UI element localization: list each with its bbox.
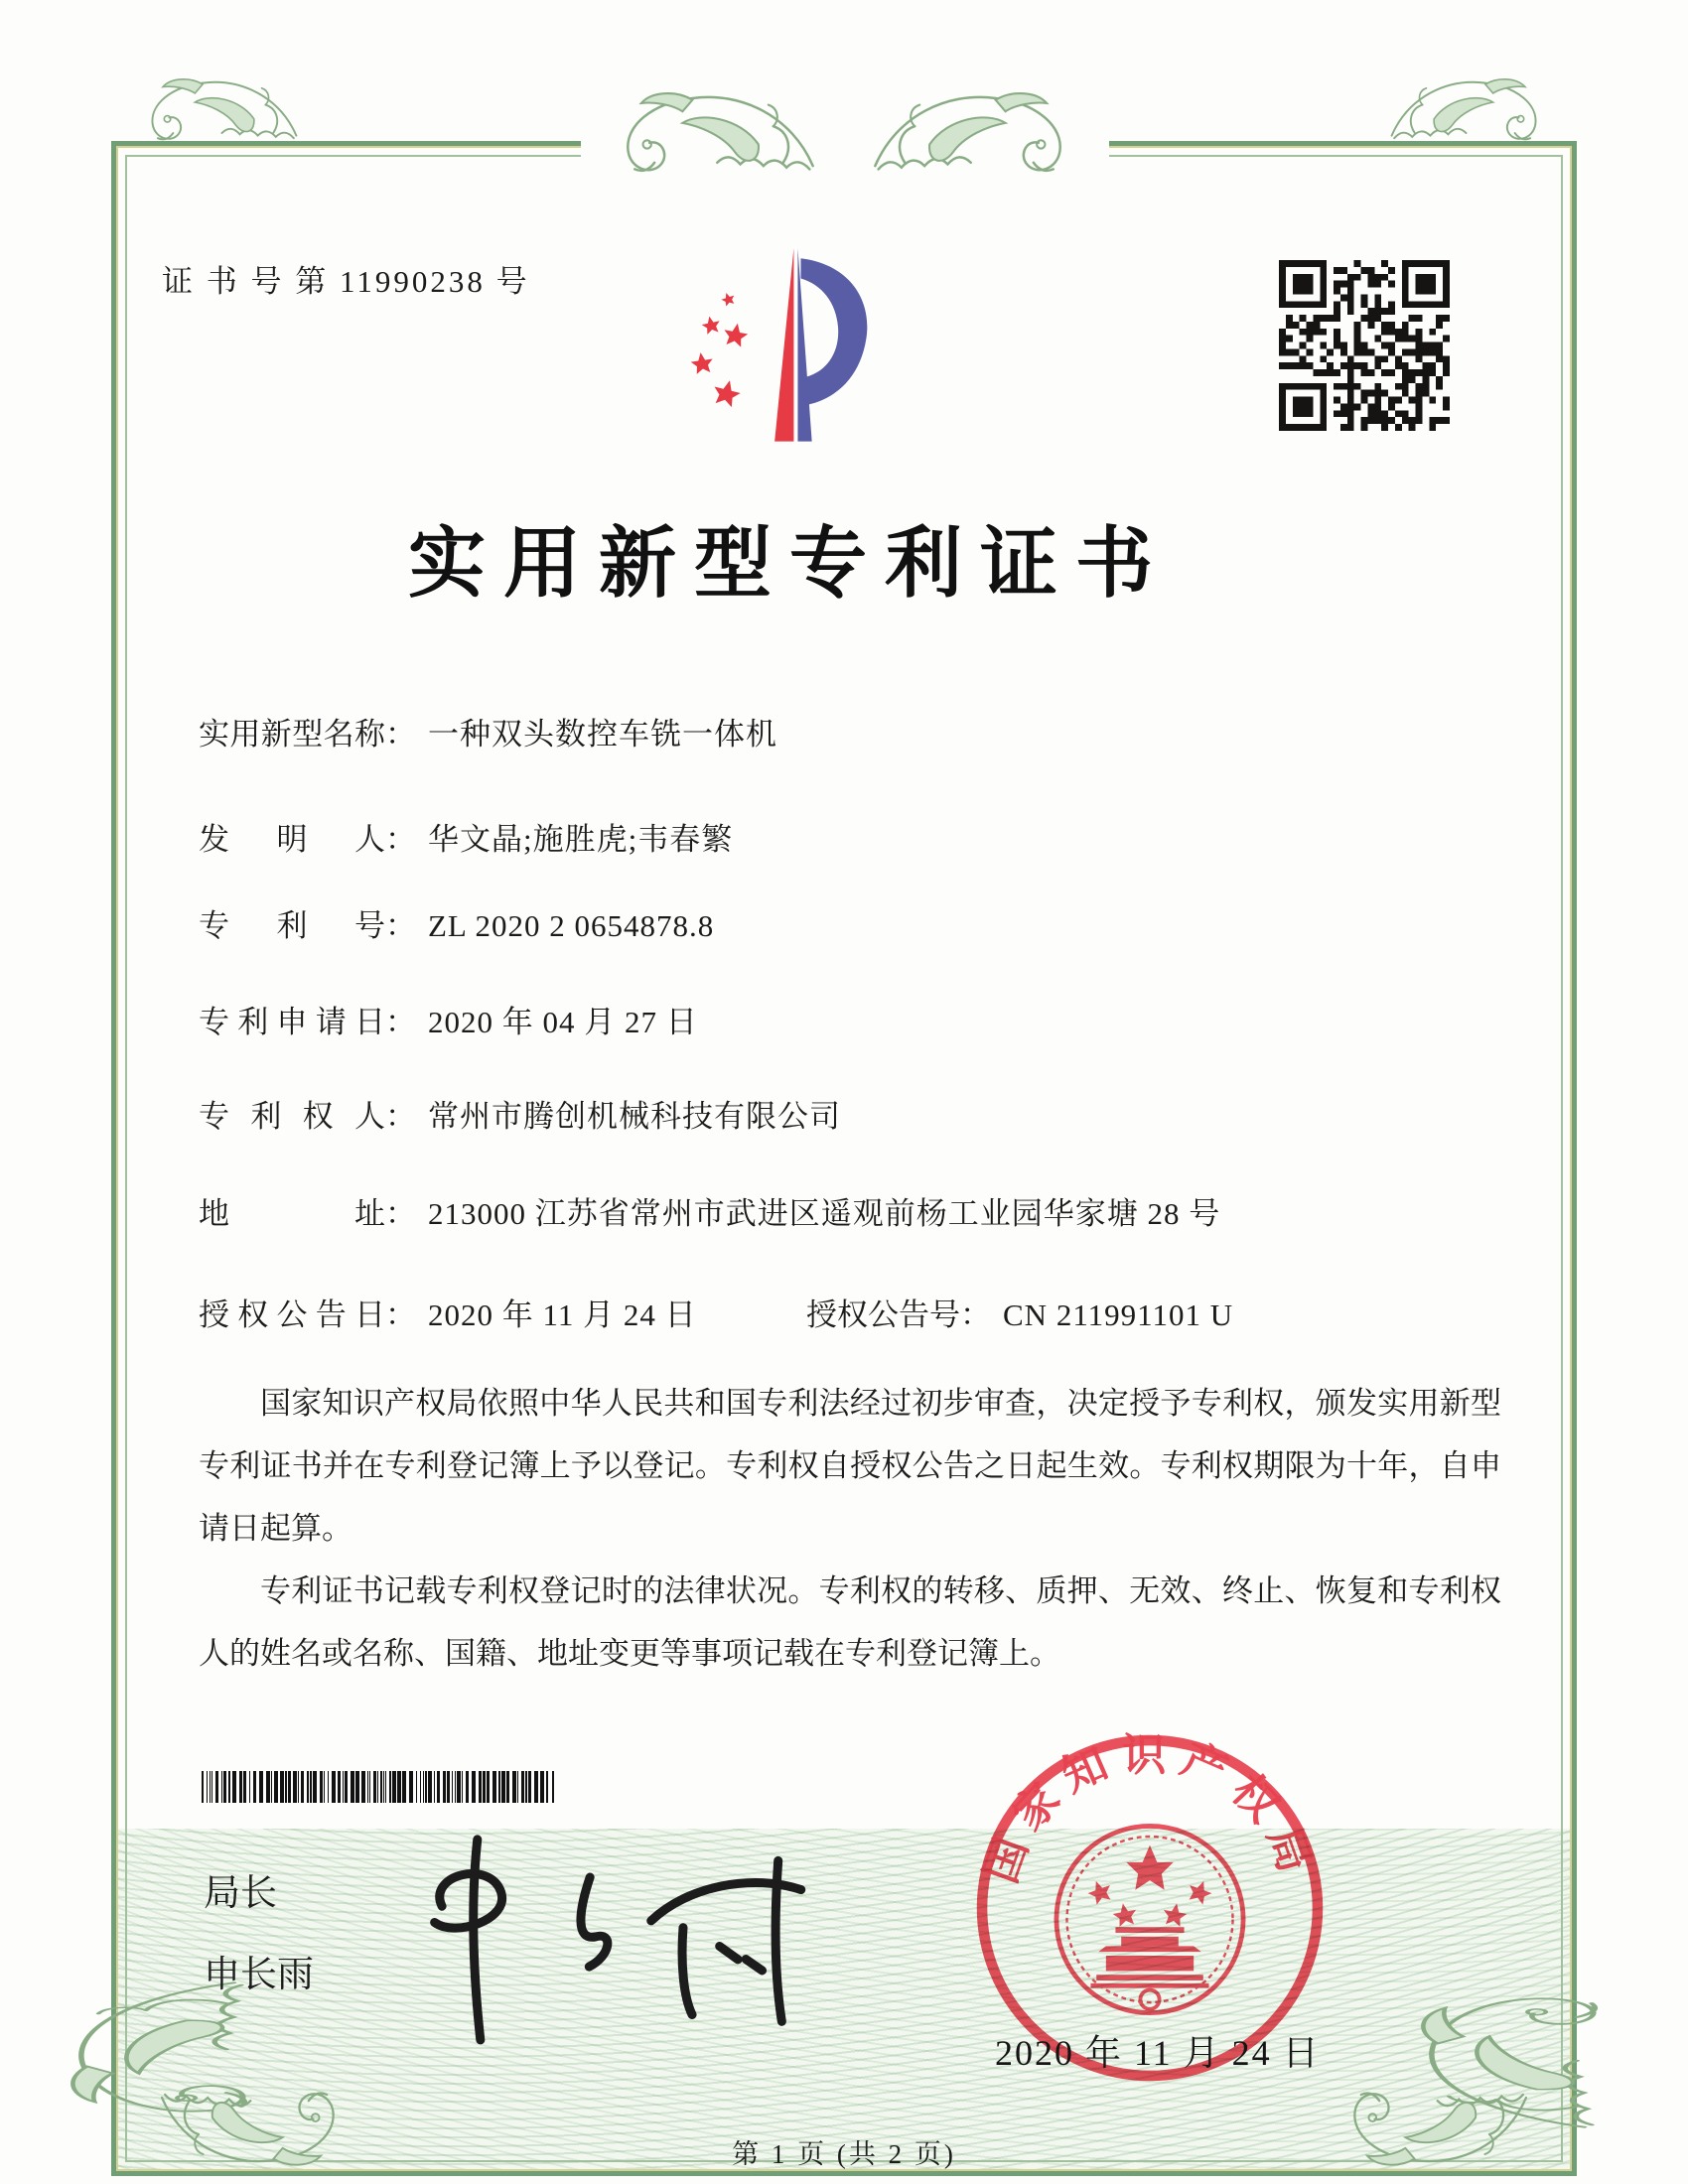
field-label: 专利号 [199,908,385,943]
field-grant-number: 授权公告号： CN 211991101 U [806,1297,1234,1332]
director-title: 局长 [204,1872,277,1913]
issue-date: 2020 年 11 月 24 日 [995,2033,1321,2073]
lace-ornament-top-center-right [844,83,1114,191]
page-footer: 第 1 页 (共 2 页) [732,2139,956,2169]
field-value: 213000 江苏省常州市武进区遥观前杨工业园华家塘 28 号 [428,1196,1221,1231]
field-row-grant-date: 授权公告日： 2020 年 11 月 24 日 授权公告号： CN 211991101 U [199,1290,1509,1334]
field-label: 实用新型名称 [199,717,385,751]
field-row-inventors: 发明人： 华文晶;施胜虎;韦春繁 [199,814,1509,859]
director-signature [385,1805,852,2053]
national-emblem-icon [1056,1826,1243,2012]
qr-code [1279,260,1450,431]
legal-text [199,1372,1501,1685]
field-value: 华文晶;施胜虎;韦春繁 [428,822,734,857]
barcode [202,1771,557,1803]
seal-text: 国家知识产权局 [976,1731,1324,1890]
legal-paragraph-2: 专利证书记载专利权登记时的法律状况。专利权的转移、质押、无效、终止、恢复和专利权人的姓名或名称、国籍、地址变更等事项记载在专利登记簿上。 [199,1573,1501,1671]
field-value: ZL 2020 2 0654878.8 [428,908,715,943]
field-value: CN 211991101 U [1003,1297,1234,1332]
director-name: 申长雨 [204,1954,314,1994]
cnipa-logo-icon [687,242,914,455]
field-label: 授权公告号 [806,1297,960,1332]
legal-paragraph-1: 国家知识产权局依照中华人民共和国专利法经过初步审查，决定授予专利权，颁发实用新型专利证书并在专利登记簿上予以登记。专利权自授权公告之日起生效。专利权期限为十年，自申请日起算。 [199,1386,1501,1546]
certificate-title: 实用新型专利证书 [407,520,1171,607]
lace-ornament-top-left [111,71,320,155]
field-value: 2020 年 04 月 27 日 [428,1005,698,1039]
field-row-utility-model-name: 实用新型名称： 一种双头数控车铣一体机 [199,709,1509,753]
field-row-filing-date: 专利申请日： 2020 年 04 月 27 日 [199,997,1509,1041]
lace-ornament-top-center-left [574,83,844,191]
field-row-address: 地址： 213000 江苏省常州市武进区遥观前杨工业园华家塘 28 号 [199,1188,1509,1233]
field-label: 专利权人 [199,1099,385,1134]
field-row-patentee: 专利权人： 常州市腾创机械科技有限公司 [199,1091,1509,1136]
field-value: 常州市腾创机械科技有限公司 [428,1099,841,1134]
lace-ornament-top-right [1368,71,1577,155]
field-value: 2020 年 11 月 24 日 [428,1297,697,1332]
certificate-number: 证 书 号 第 11990238 号 [162,264,530,299]
field-label: 地址 [199,1196,385,1231]
field-label: 专利申请日 [199,1005,385,1039]
field-value: 一种双头数控车铣一体机 [428,717,777,751]
field-row-patent-number: 专利号： ZL 2020 2 0654878.8 [199,900,1509,945]
field-label: 发明人 [199,822,385,857]
field-label: 授权公告日 [199,1297,385,1332]
